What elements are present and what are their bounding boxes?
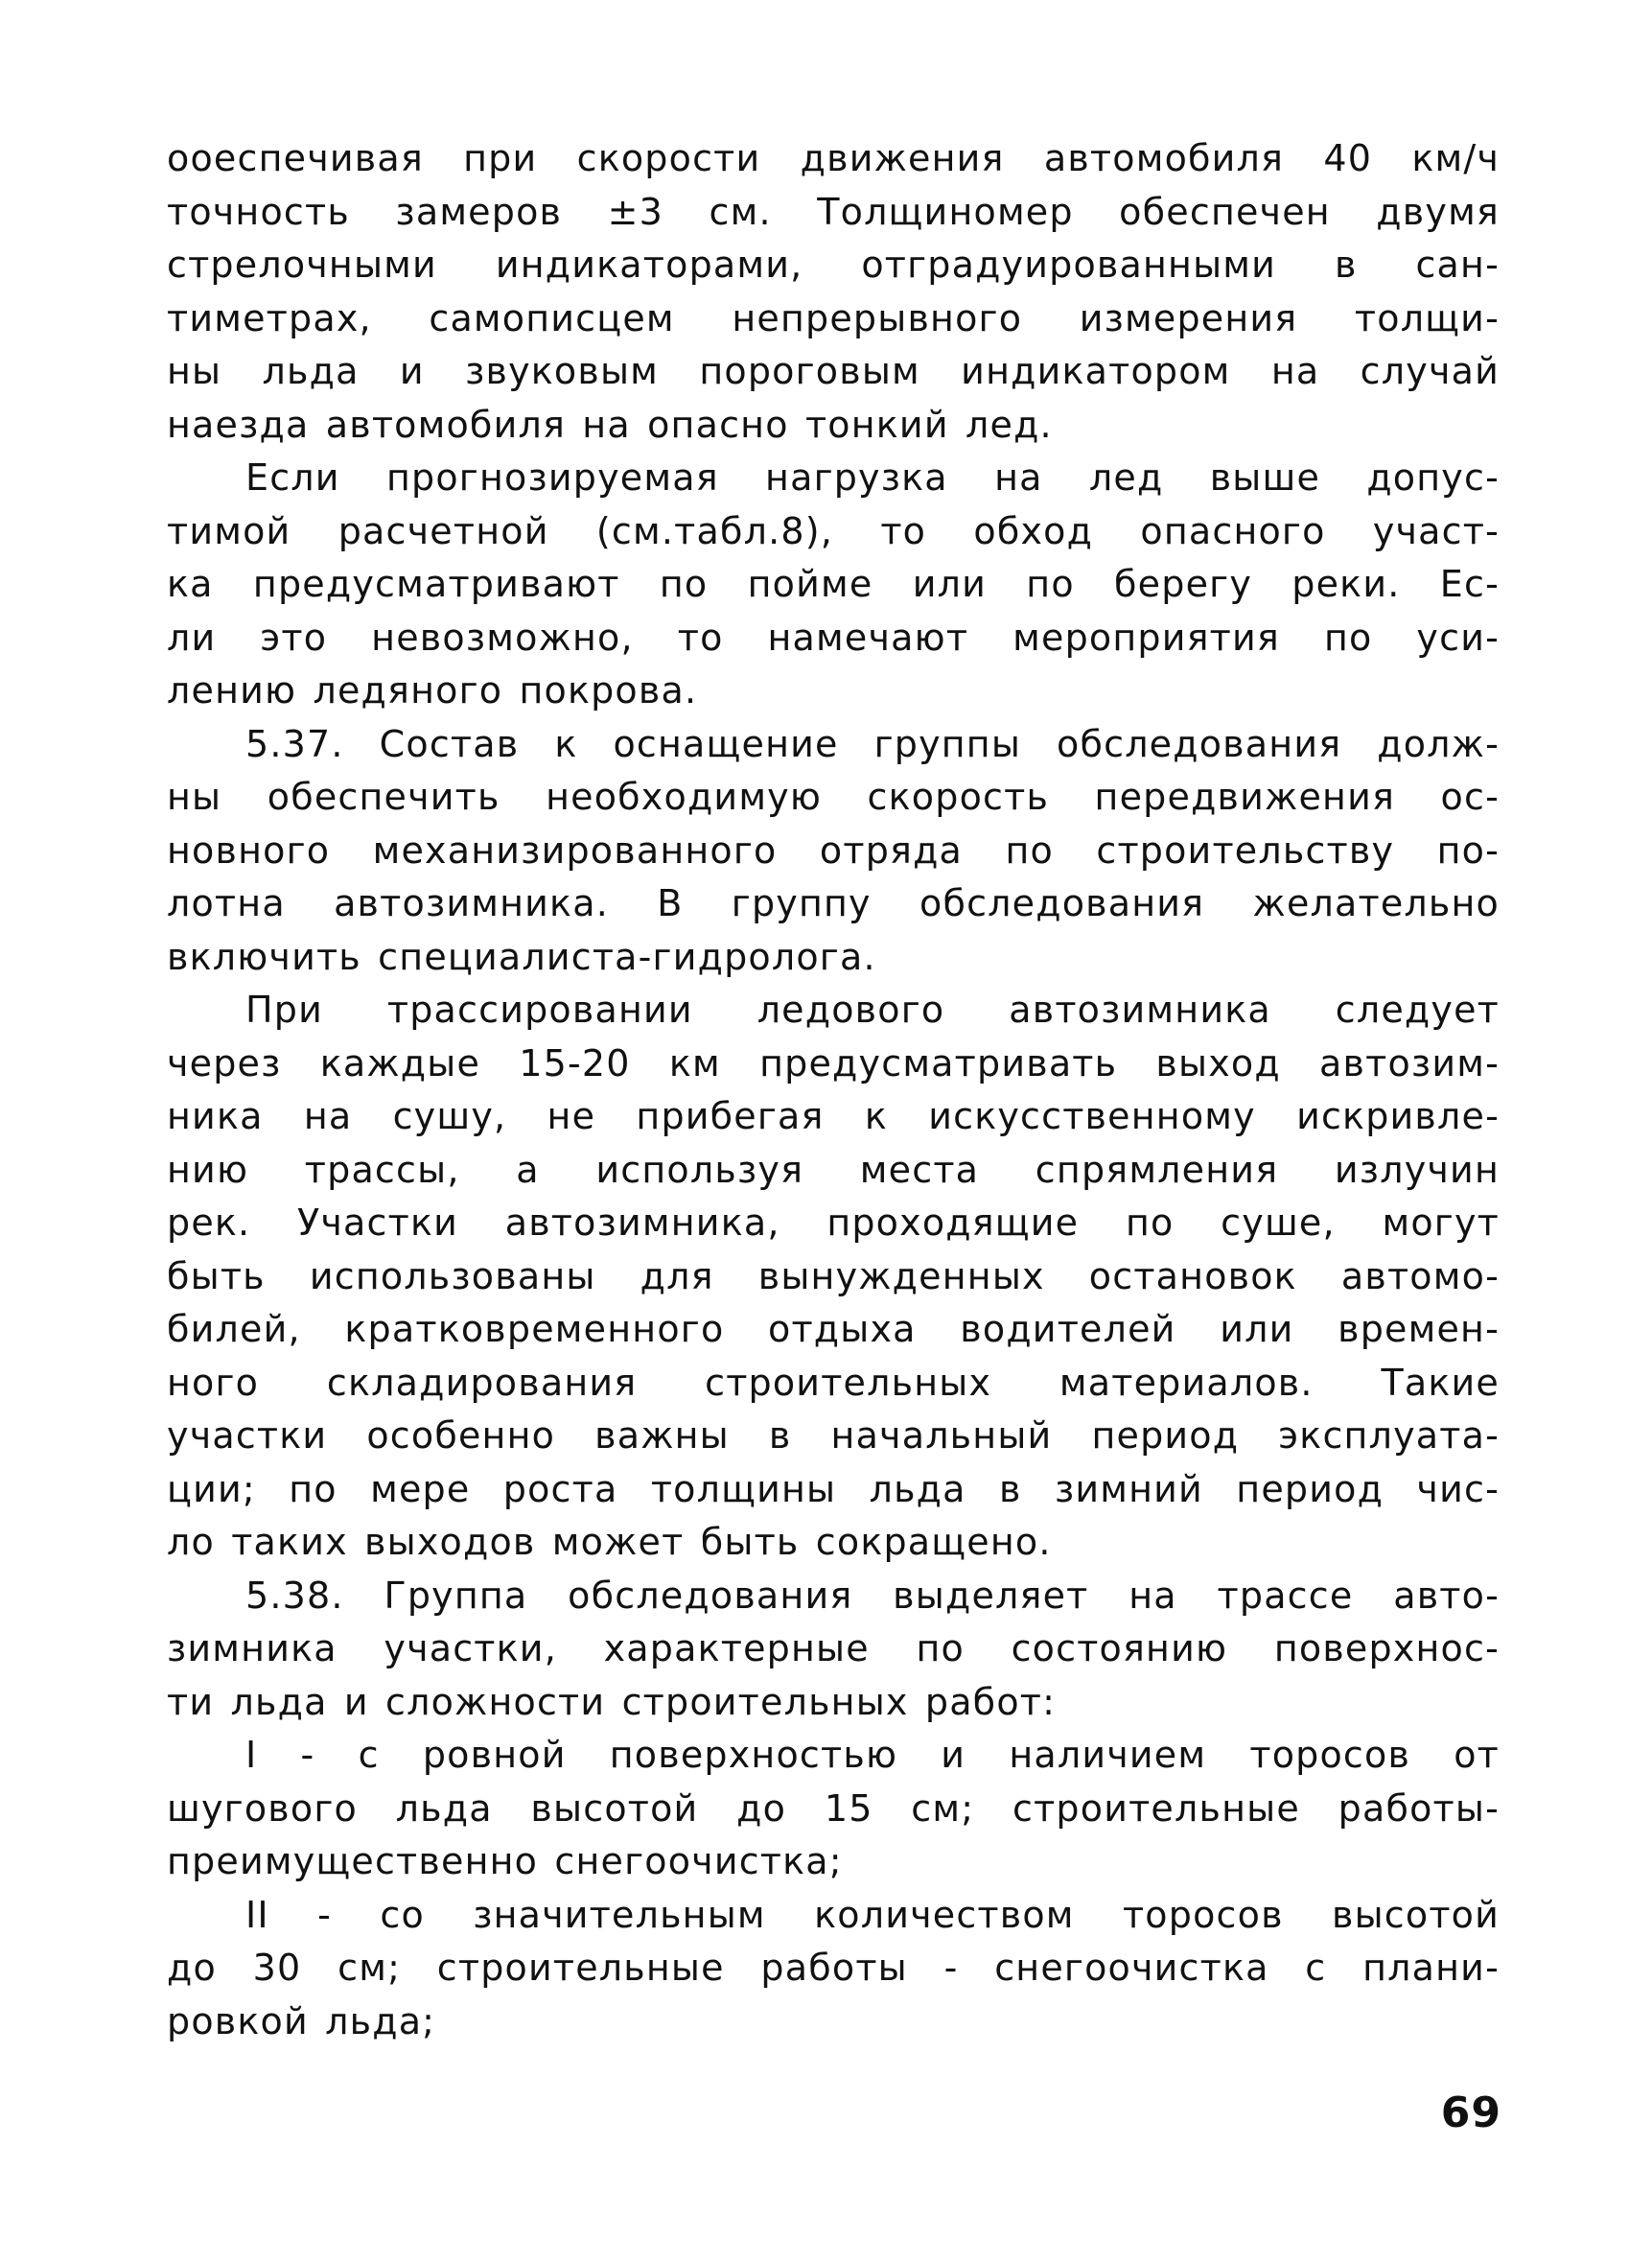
text-line-25: участки особенно важны в начальный период эксплуата- — [167, 1414, 1500, 1457]
text-line-11: лению ледяного покрова. — [167, 669, 698, 712]
text-line-22: быть использованы для вынужденных остановок автомо- — [167, 1254, 1500, 1297]
text-line-29: зимника участки, характерные по состоянию поверхнос- — [167, 1627, 1500, 1669]
text-line-17: При трассировании ледового автозимника следует — [245, 989, 1500, 1031]
text-line-30: ти льда и сложности строительных работ: — [167, 1680, 1057, 1723]
text-line-2: точность замеров ±3 см. Толщиномер обеспечен двумя — [167, 190, 1500, 233]
text-line-10: ли это невозможно, то намечают мероприятия по уси- — [167, 616, 1500, 659]
text-line-21: рек. Участки автозимника, проходящие по суше, могут — [167, 1201, 1500, 1244]
text-line-23: билей, кратковременного отдыха водителей или времен- — [167, 1308, 1500, 1350]
text-line-13: ны обеспечить необходимую скорость передвижения ос- — [167, 776, 1500, 818]
text-line-34: II - со значительным количеством торосов высотой — [245, 1893, 1500, 1936]
text-line-28: 5.38. Группа обследования выделяет на трассе авто- — [245, 1574, 1500, 1617]
text-line-20: нию трассы, а используя места спрямления излучин — [167, 1148, 1500, 1191]
text-line-18: через каждые 15-20 км предусматривать выход автозим- — [167, 1041, 1500, 1085]
text-line-19: ника на сушу, не прибегая к искусственному искривле- — [167, 1095, 1500, 1137]
text-line-7: Если прогнозируемая нагрузка на лед выше допус- — [245, 456, 1500, 499]
text-line-36: ровкой льда; — [167, 1999, 436, 2042]
text-line-8: тимой расчетной (см.табл.8), то обход опасного участ- — [167, 509, 1500, 552]
page-number: 69 — [1440, 2088, 1501, 2137]
body-text — [167, 132, 1500, 2048]
text-line-15: лотна автозимника. В группу обследования желательно — [167, 882, 1500, 924]
text-line-35: до 30 см; строительные работы - снегоочистка с плани- — [167, 1947, 1500, 1989]
text-line-9: ка предусматривают по пойме или по берегу реки. Ес- — [167, 563, 1500, 605]
text-line-1: ооеспечивая при скорости движения автомобиля 40 км/ч — [167, 137, 1500, 179]
text-line-24: ного складирования строительных материалов. Такие — [167, 1361, 1500, 1404]
text-line-31: I - с ровной поверхностью и наличием торосов от — [245, 1734, 1500, 1776]
text-line-5: ны льда и звуковым пороговым индикатором на случай — [167, 350, 1500, 392]
text-line-12: 5.37. Состав к оснащение группы обследования долж- — [245, 722, 1500, 765]
text-line-32: шугового льда высотой до 15 см; строительные работы- — [167, 1786, 1500, 1830]
text-line-16: включить специалиста-гидролога. — [167, 935, 876, 978]
text-line-33: преимущественно снегоочистка; — [167, 1840, 843, 1882]
text-line-3: стрелочными индикаторами, отградуированными в сан- — [167, 244, 1500, 286]
text-line-27: ло таких выходов может быть сокращено. — [167, 1521, 1052, 1563]
text-line-26: ции; по мере роста толщины льда в зимний период чис- — [167, 1467, 1500, 1510]
text-line-4: тиметрах, самописцем непрерывного измерения толщи- — [167, 296, 1500, 339]
text-line-14: новного механизированного отряда по строительству по- — [167, 828, 1500, 872]
text-line-6: наезда автомобиля на опасно тонкий лед. — [167, 403, 1053, 446]
